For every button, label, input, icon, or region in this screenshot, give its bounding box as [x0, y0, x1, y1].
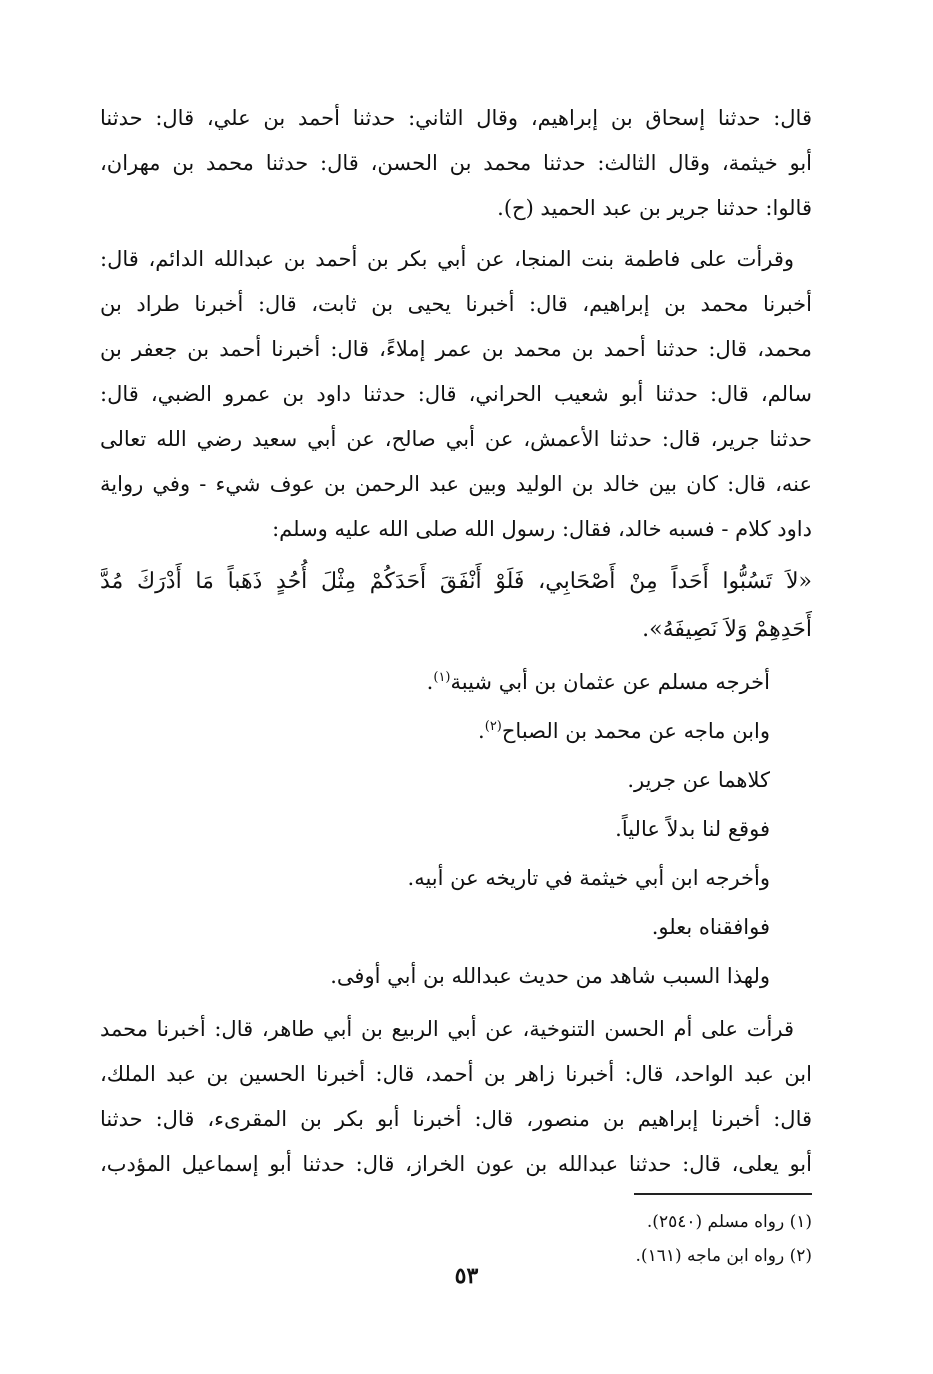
page-body	[100, 96, 812, 1273]
hadith-line: أَحَدِهِمْ وَلاَ نَصِيفَهُ».	[642, 617, 812, 642]
takhrij-line: فوقع لنا بدلاً عالياً.	[615, 817, 770, 841]
footnote-ref: (٢)	[484, 719, 502, 734]
page-number: ٥٣	[454, 1263, 479, 1289]
paragraph-isnad-1	[100, 96, 812, 231]
hadith-text	[100, 558, 812, 654]
takhrij-line: أخرجه مسلم عن عثمان بن أبي شيبة$^{(١)}$.	[426, 670, 770, 694]
text-line: داود كلام - فسبه خالد، فقال: رسول الله صلى الله عليه وسلم:	[272, 517, 812, 541]
footnote: (١) رواه مسلم (٢٥٤٠).	[646, 1212, 812, 1232]
footnote: (٢) رواه ابن ماجه (١٦١).	[635, 1246, 812, 1266]
footnote-divider	[634, 1193, 812, 1195]
text-line: محمد، قال: حدثنا أحمد بن محمد بن عمر إملاءً، قال: أخبرنا أحمد بن جعفر بن	[100, 337, 812, 361]
text-line: أبو يعلى، قال: حدثنا عبدالله بن عون الخراز، قال: حدثنا أبو إسماعيل المؤدب،	[100, 1152, 812, 1176]
takhrij-line: فوافقناه بعلو.	[651, 915, 770, 939]
paragraph-isnad-2	[100, 237, 812, 552]
text-line: وقرأت على فاطمة بنت المنجا، عن أبي بكر بن أحمد بن عبدالله الدائم، قال:	[100, 247, 794, 271]
text-line: قرأت على أم الحسن التنوخية، عن أبي الربيع بن أبي طاهر، قال: أخبرنا محمد	[100, 1017, 794, 1041]
text-line: ابن عبد الواحد، قال: أخبرنا زاهر بن أحمد، قال: أخبرنا الحسين بن عبد الملك،	[100, 1062, 812, 1086]
footnote-ref: (١)	[433, 670, 451, 685]
hadith-line: «لاَ تَسُبُّوا أَحَداً مِنْ أَصْحَابِي، فَلَوْ أَنْفَقَ أَحَدَكُمْ مِثْلَ أُحُدٍ ذَهَباً مَا أَدْرَكَ مُدَّ	[100, 569, 812, 594]
takhrij-lines	[100, 658, 812, 1001]
text-line: سالم، قال: حدثنا أبو شعيب الحراني، قال: حدثنا داود بن عمرو الضبي، قال:	[100, 382, 812, 406]
text-line: أبو خيثمة، وقال الثالث: حدثنا محمد بن الحسن، قال: حدثنا محمد بن مهران،	[100, 151, 812, 175]
text-line: أخبرنا محمد بن إبراهيم، قال: أخبرنا يحيى بن ثابت، قال: أخبرنا طراد بن	[100, 292, 812, 316]
takhrij-line: وابن ماجه عن محمد بن الصباح$^{(٢)}$.	[478, 719, 770, 743]
takhrij-line: ولهذا السبب شاهد من حديث عبدالله بن أبي أوفى.	[330, 964, 770, 988]
text-line: عنه، قال: كان بين خالد بن الوليد وبين عبد الرحمن بن عوف شيء - وفي رواية	[100, 472, 812, 496]
text-line: قال: أخبرنا إبراهيم بن منصور، قال: أخبرنا أبو بكر بن المقرىء، قال: حدثنا	[100, 1107, 812, 1131]
text-line: قال: حدثنا إسحاق بن إبراهيم، وقال الثاني: حدثنا أحمد بن علي، قال: حدثنا	[100, 106, 812, 130]
takhrij-line: كلاهما عن جرير.	[627, 768, 770, 792]
takhrij-line: وأخرجه ابن أبي خيثمة في تاريخه عن أبيه.	[407, 866, 770, 890]
paragraph-isnad-3	[100, 1007, 812, 1187]
text-line: حدثنا جرير، قال: حدثنا الأعمش، عن أبي صالح، عن أبي سعيد رضي الله تعالى	[100, 427, 812, 451]
text-line: قالوا: حدثنا جرير بن عبد الحميد (ح).	[497, 196, 812, 220]
